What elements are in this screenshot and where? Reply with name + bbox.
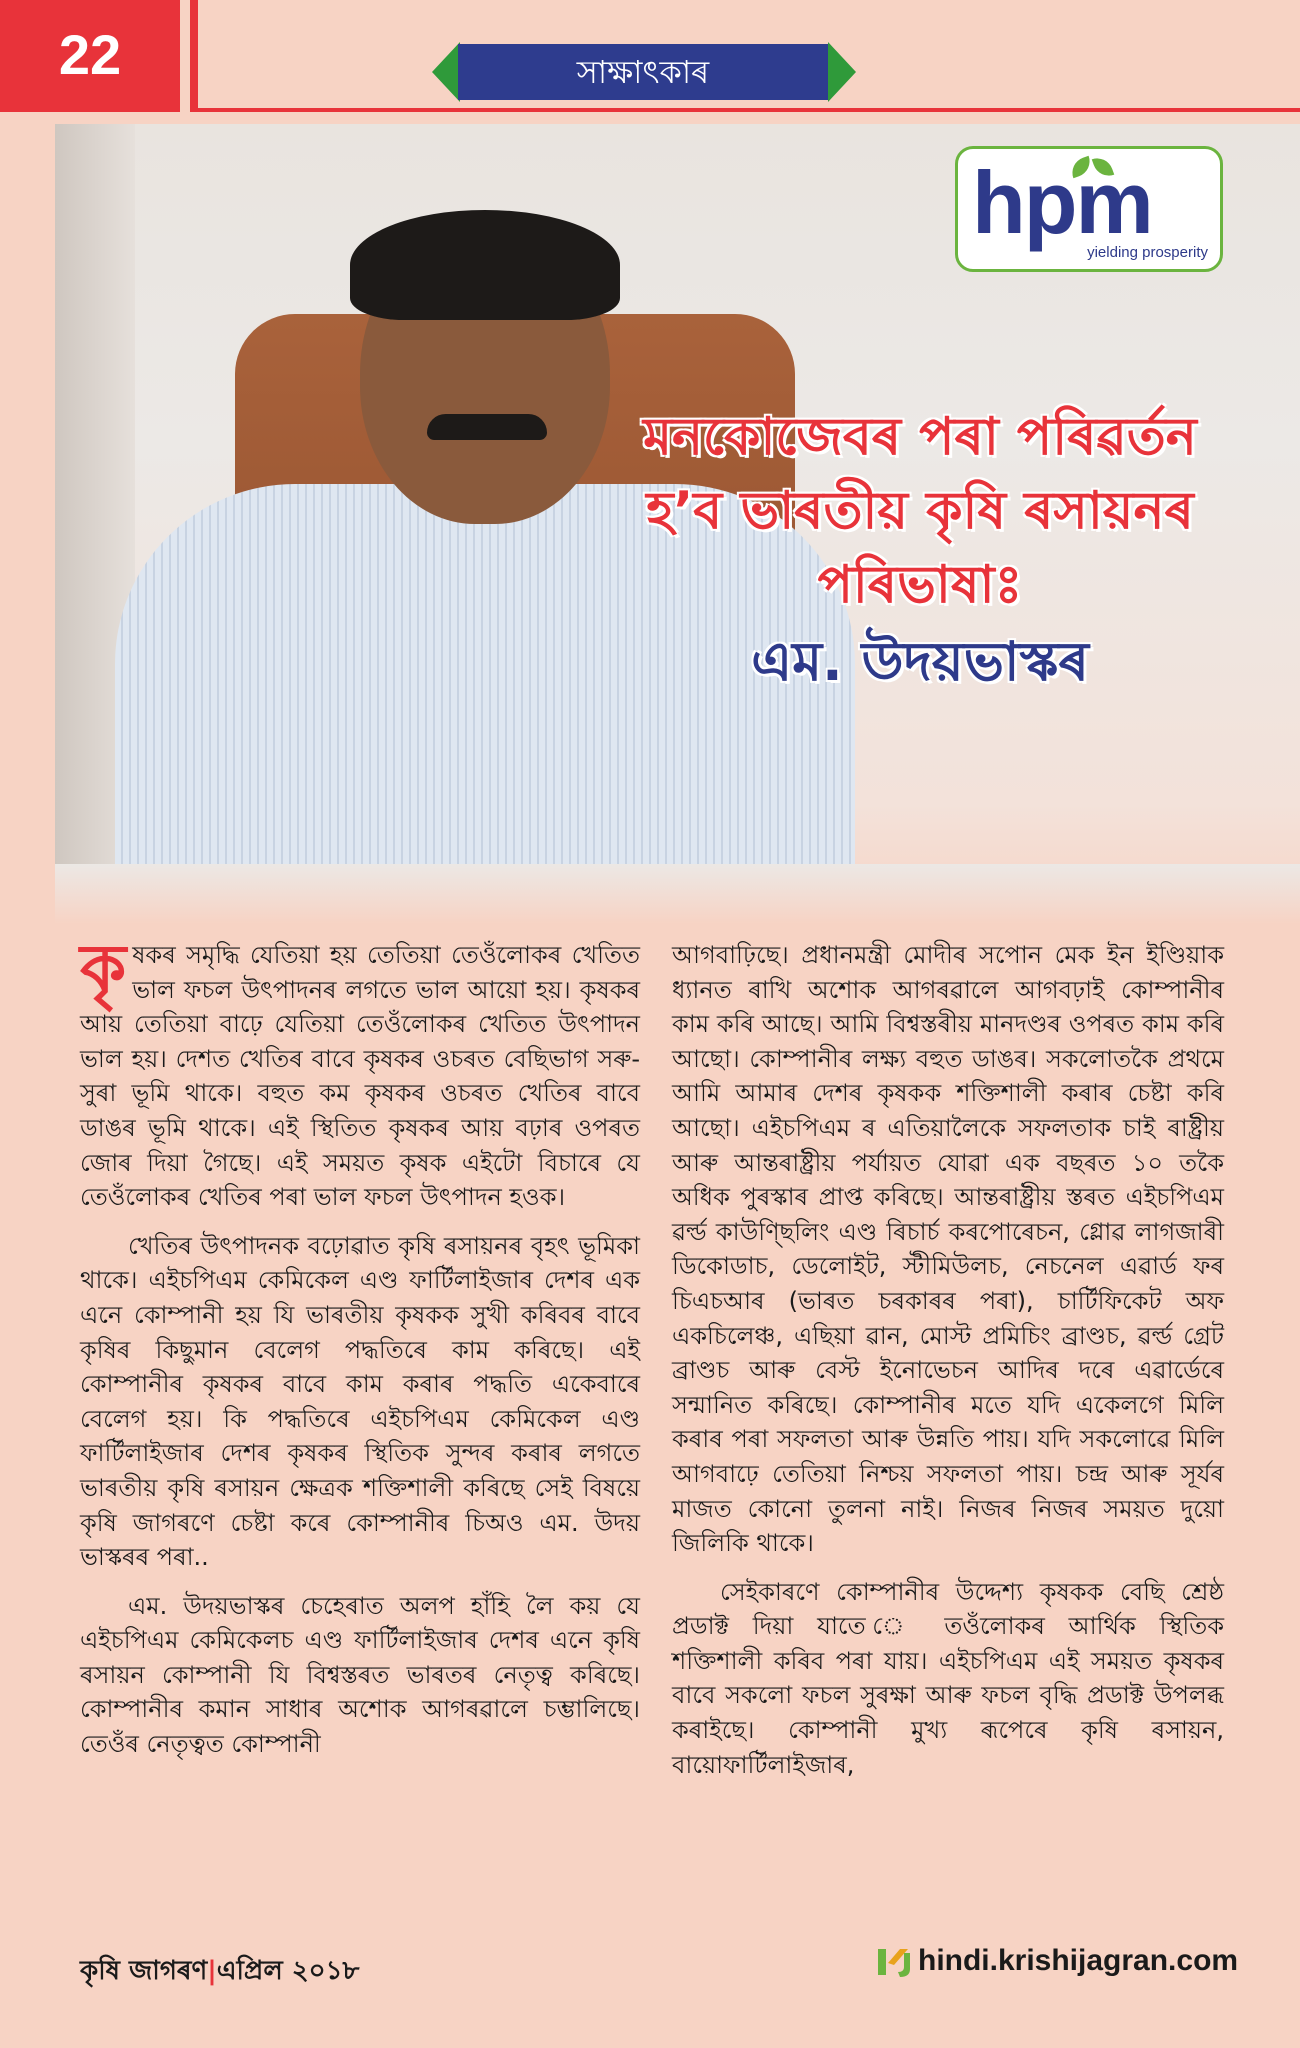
paragraph-text: ষকৰ সমৃদ্ধি যেতিয়া হয় তেতিয়া তেওঁলোকৰ খেতিত ভাল ফচল উৎপাদনৰ লগতে ভাল আয়ো হয়। কৃষকৰ আয় তেতিয়া বাঢ়ে যেতিয়া তেওঁলোকৰ খেতিত উৎপাদন ভাল হয়। দেশত খেতিৰ বাবে কৃষকৰ ওচৰত বেছিভাগ সৰু-সুৰা ভূমি থাকে। বহুত কম কৃষকৰ ওচৰত খেতিৰ বাবে ডাঙৰ ভূমি থাকে। এই স্থিতিত কৃষকৰ আয় বঢ়াৰ ওপৰত জোৰ দিয়া গৈছে। এই সময়ত কৃষক এইটো বিচাৰে যে তেওঁলোকৰ খেতিৰ পৰা ভাল ফচল উৎপাদন হওক। <box>80 941 640 1212</box>
article-column-2 <box>672 938 1224 1796</box>
hpm-logo <box>955 146 1223 272</box>
issue-date: এপ্ৰিল ২০১৮ <box>216 1956 360 1986</box>
header-divider-vertical <box>190 0 198 112</box>
paragraph: এম. উদয়ভাস্কৰ চেহেৰাত অলপ হাঁহি লৈ কয় যে এইচপিএম কেমিকেলচ এণ্ড ফাৰ্টিলাইজাৰ দেশৰ এনে কৃষি ৰসায়ন কোম্পানী যি বিশ্বস্তৰত ভাৰতৰ নেতৃত্ব কৰিছে। কোম্পানীৰ কমান সাধাৰ অশোক আগৰৱালে চম্ভালিছে। তেওঁৰ নেতৃত্বত কোম্পানী <box>80 1591 640 1759</box>
photo-hair <box>350 210 620 320</box>
footer-separator: | <box>207 1956 217 1986</box>
page-number-box <box>0 0 180 112</box>
magazine-name: কৃষি জাগৰণ <box>80 1956 208 1986</box>
paragraph <box>80 930 640 1215</box>
headline-line-3: পৰিভাষাঃ <box>817 555 1023 615</box>
banner-left-wing <box>432 42 460 102</box>
kj-logo-icon <box>874 1945 914 1979</box>
website-url: hindi.krishijagran.com <box>918 1944 1239 1977</box>
header-divider-horizontal <box>190 108 1300 112</box>
interviewee-name: এম. উদয়ভাস্কৰ <box>751 630 1089 693</box>
logo-brand: hpm <box>972 153 1152 252</box>
paragraph: আগবাঢ়িছে। প্ৰধানমন্ত্ৰী মোদীৰ সপোন মেক ইন ইণ্ডিয়াক ধ্যানত ৰাখি অশোক আগৰৱালে আগবঢ়াই কোম্পানীৰ কাম কৰি আছে। আমি বিশ্বস্তৰীয় মানদণ্ডৰ ওপৰত কাম কৰি আছো। কোম্পানীৰ লক্ষ্য বহুত ডাঙৰ। সকলোতকৈ প্ৰথমে আমি আমাৰ দেশৰ কৃষকক শক্তিশালী কৰাৰ চেষ্টা কৰি আছো। এইচপিএম ৰ এতিয়ালৈকে সফলতাক চাই ৰাষ্ট্ৰীয় আৰু আন্তৰাষ্ট্ৰীয় পৰ্যায়ত যোৱা এক বছৰত ১০ তকৈ অধিক পুৰস্কাৰ প্ৰাপ্ত কৰিছে। আন্তৰাষ্ট্ৰীয় স্তৰত এইচপিএম ৱৰ্ল্ড কাউণ্ছিলিং এণ্ড ৰিচাৰ্চ কৰপোৰেচন, গ্লোৱ লাগজাৰী ডিকোডাচ, ডেলোইট, স্টীমিউলচ, নেচনেল এৱাৰ্ড ফৰ চিএচআৰ (ভাৰত চৰকাৰৰ পৰা), চাৰ্টিফিকেট অফ একচিলেঞ্চ, এছিয়া ৱান, মোস্ট প্ৰমিচিং ব্ৰাণ্ডচ, ৱৰ্ল্ড গ্ৰেট ব্ৰাণ্ডচ আৰু বেস্ট ইনোভেচন আদিৰ দৰে এৱাৰ্ডেৰে সন্মানিত কৰিছে। কোম্পানীৰ মতে যদি একেলগে মিলি কৰাৰ পৰা সফলতা আৰু উন্নতি পায়। যদি সকলোৱে মিলি আগবাঢ়ে তেতিয়া নিশ্চয় সফলতা পায়। চন্দ্ৰ আৰু সূৰ্যৰ মাজত কোনো তুলনা নাই। নিজৰ নিজৰ সময়ত দুয়ো জিলিকি থাকে। <box>672 941 1224 1558</box>
page-header <box>0 0 1300 118</box>
paragraph: সেইকাৰণে কোম্পানীৰ উদ্দেশ্য কৃষকক বেছি শ্ৰেষ্ঠ প্ৰডাক্ট দিয়া যাতে ে তওঁলোকৰ আৰ্থিক স্থিতিক শক্তিশালী কৰিব পৰা যায়। এইচপিএম এই সময়ত কৃষকৰ বাবে সকলো ফচল সুৰক্ষা আৰু ফচল বৃদ্ধি প্ৰডাক্ট উপলব্ধ কৰাইছে। কোম্পানী মুখ্য ৰূপেৰে কৃষি ৰসায়ন, বায়োফাৰ্টিলাইজাৰ, <box>672 1577 1224 1779</box>
footer-website <box>874 1944 1238 1979</box>
paragraph: খেতিৰ উৎপাদনক বঢ়োৱাত কৃষি ৰসায়নৰ বৃহৎ ভূমিকা থাকে। এইচপিএম কেমিকেল এণ্ড ফাৰ্টিলাইজাৰ দেশৰ এক এনে কোম্পানী হয় যি ভাৰতীয় কৃষকক সুখী কৰিবৰ বাবে কৃষিৰ কিছুমান বেলেগ পদ্ধতিৰে কাম কৰিছে। এই কোম্পানীৰ কৃষকৰ বাবে কাম কৰাৰ পদ্ধতি একেবাৰে বেলেগ হয়। কি পদ্ধতিৰে এইচপিএম কেমিকেল এণ্ড ফাৰ্টিলাইজাৰ দেশৰ কৃষকৰ স্থিতিক সুন্দৰ কৰাৰ লগতে ভাৰতীয় কৃষি ৰসায়ন ক্ষেত্ৰক শক্তিশালী কৰিছে সেই বিষয়ে কৃষি জাগৰণে চেষ্টা কৰে কোম্পানীৰ চিঅও এম. উদয় ভাস্কৰৰ পৰা.. <box>80 1231 640 1572</box>
headline-line-2: হ’ব ভাৰতীয় কৃষি ৰসায়নৰ <box>646 481 1194 541</box>
article-column-1 <box>80 930 640 1776</box>
photo-desk <box>55 864 1300 924</box>
footer-issue <box>80 1950 359 1994</box>
photo-mustache <box>427 414 547 440</box>
section-banner: সাক্ষাৎকাৰ <box>458 44 828 100</box>
logo-tagline: yielding prosperity <box>1087 244 1208 261</box>
headline-line-1: মনকোজেবৰ পৰা পৰিৱৰ্তন <box>643 407 1197 467</box>
page-number: 22 <box>58 23 122 86</box>
article-headline <box>590 400 1250 702</box>
banner-right-wing <box>828 42 856 102</box>
drop-cap: কৃ <box>80 930 127 1007</box>
